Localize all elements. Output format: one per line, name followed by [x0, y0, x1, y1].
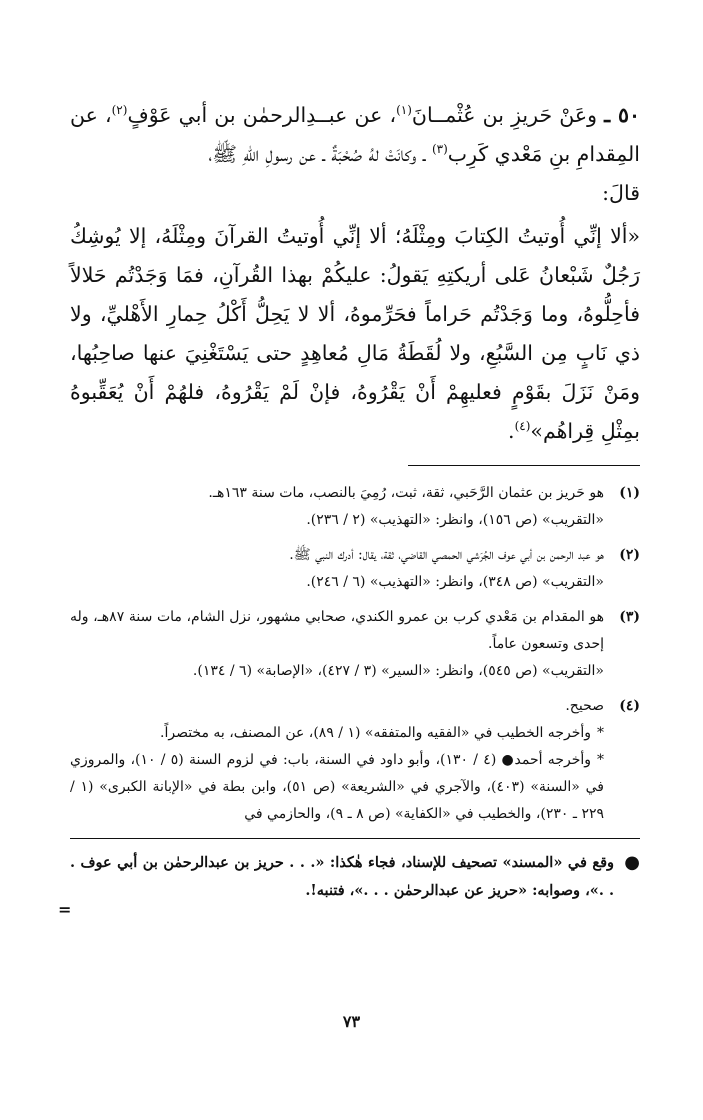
footnote-body: [70, 542, 604, 596]
isnad-part-2: ، عن عبــدِالرحمٰن بن أبي عَوْفٍ: [127, 103, 397, 127]
hadith-number: ٥٠ ـ: [604, 103, 640, 127]
footnotes: [70, 480, 640, 828]
hadith-end: .: [508, 419, 515, 443]
footnote-ref-2[interactable]: (٢): [111, 103, 128, 118]
note-bullet-icon: ●: [624, 852, 640, 873]
footnote-body: [70, 480, 604, 534]
footnote-ref-4[interactable]: (٤): [514, 419, 531, 434]
footnote-line: هو المقدام بن مَعْدي كرب بن عمرو الكندي، صحابي مشهور، نزل الشام، مات سنة ٨٧هـ، وله إحدى وتسعون عاماً.: [70, 609, 604, 652]
isnad-part-4: ـ وكانَتْ لهُ صُحْبَةٌ ـ عن رسولِ اللهِ ﷺ،: [208, 142, 432, 166]
footnote-separator: [408, 465, 640, 466]
note-text: وقع في «المسند» تصحيف للإسناد، فجاء هٰكذا: «. . . حريز بن عبدالرحمٰن بن أبي عوف . . .»، وصوابه: «حريز عن عبدالرحمٰن . . .»، فتنبه!.: [70, 854, 614, 899]
footnote-line: * وأخرجه أحمد● (٤ / ١٣٠)، وأبو داود في السنة، باب: في لزوم السنة (٥ / ١٠)، والمروزي في «السنة» (٤٠٣)، والآجري في «الشريعة» (ص ٥١)، وابن بطة في «الإبانة الكبرى» (١ / ٢٢٩ ـ ٢٣٠)، والخطيب في «الكفاية» (ص ٨ ـ ٩)، والحازمي في: [70, 747, 604, 828]
continuation-mark: =: [58, 900, 72, 919]
footnote-line: صحيح.: [565, 698, 604, 714]
isnad-part-1: وعَنْ حَريزِ بن عُثْمــانَ: [411, 103, 598, 127]
footnote-ref-1[interactable]: (١): [396, 103, 412, 118]
hadith-matn-text: «ألا إنِّي أُوتيتُ الكِتابَ ومِثْلَهُ؛ ألا إنِّي أُوتيتُ القرآنَ ومِثْلَهُ، إلا يُوشِكُ رَجُلٌ شَبْعانُ عَلى أريكتِهِ يَقولُ: عليكُمْ بهذا القُرآنِ، فمَا وَجَدْتُم حَلالاً فأحِلُّوهُ، وما وَجَدْتُم حَراماً فحَرِّموهُ، ألا لا يَحِلُّ أَكْلُ حِمارِ الأَهْليِّ، ولا ذي نَابٍ مِن السَّبُعِ، ولا لُقَطَةُ مَالِ مُعاهِدٍ حتى يَسْتَغْنِيَ عنها صاحِبُها، ومَنْ نَزَلَ بقَوْمٍ فعليهِمْ أَنْ يَقْرُوهُ، فإنْ لَمْ يَقْرُوهُ، فلهُمْ أَنْ يُعَقِّبوهُ بمِثْلِ قِراهُم»: [70, 224, 640, 443]
footnote-body: [70, 604, 604, 685]
footnote-3: [70, 604, 640, 685]
footnote-ref-3[interactable]: (٣): [431, 142, 448, 157]
footnote-1: [70, 480, 640, 534]
footnote-line: «التقريب» (ص ١٥٦)، وانظر: «التهذيب» (٢ / ٢٣٦).: [306, 512, 604, 528]
hadith-paragraph: [70, 96, 640, 451]
footnote-line: هو حَريز بن عثمان الرَّحَبي، ثقة، ثبت، رُمِيَ بالنصب، مات سنة ١٦٣هـ.: [208, 485, 604, 501]
page-content: [70, 96, 640, 905]
qala-label: قالَ:: [602, 181, 640, 205]
footnote-line: هو عبد الرحمن بن أبي عوف الجُرَشي الحمصي القاضي، ثقة، يقال: أدرك النبي ﷺ.: [289, 547, 604, 563]
footnote-number: (٢): [619, 547, 640, 563]
footnote-number: (١): [619, 485, 640, 501]
isnad-part-3: ، عن المِقدامِ بنِ مَعْدي كَرِب: [70, 103, 640, 166]
page-number: ٧٣: [342, 1012, 361, 1031]
footnote-number: (٤): [619, 698, 640, 714]
footnote-body: [70, 693, 604, 828]
editor-note: [70, 849, 640, 905]
footnote-2: [70, 542, 640, 596]
footnote-line: «التقريب» (ص ٣٤٨)، وانظر: «التهذيب» (٦ / ٢٤٦).: [306, 574, 604, 590]
footnote-number: (٣): [619, 609, 640, 625]
footnote-line: * وأخرجه الخطيب في «الفقيه والمتفقه» (١ / ٨٩)، عن المصنف، به مختصراً.: [70, 720, 604, 747]
note-separator: [70, 838, 640, 839]
hadith-matn: [70, 217, 640, 451]
footnote-4: [70, 693, 640, 828]
footnote-line: «التقريب» (ص ٥٤٥)، وانظر: «السير» (٣ / ٤٢٧)، «الإصابة» (٦ / ١٣٤).: [192, 663, 604, 679]
